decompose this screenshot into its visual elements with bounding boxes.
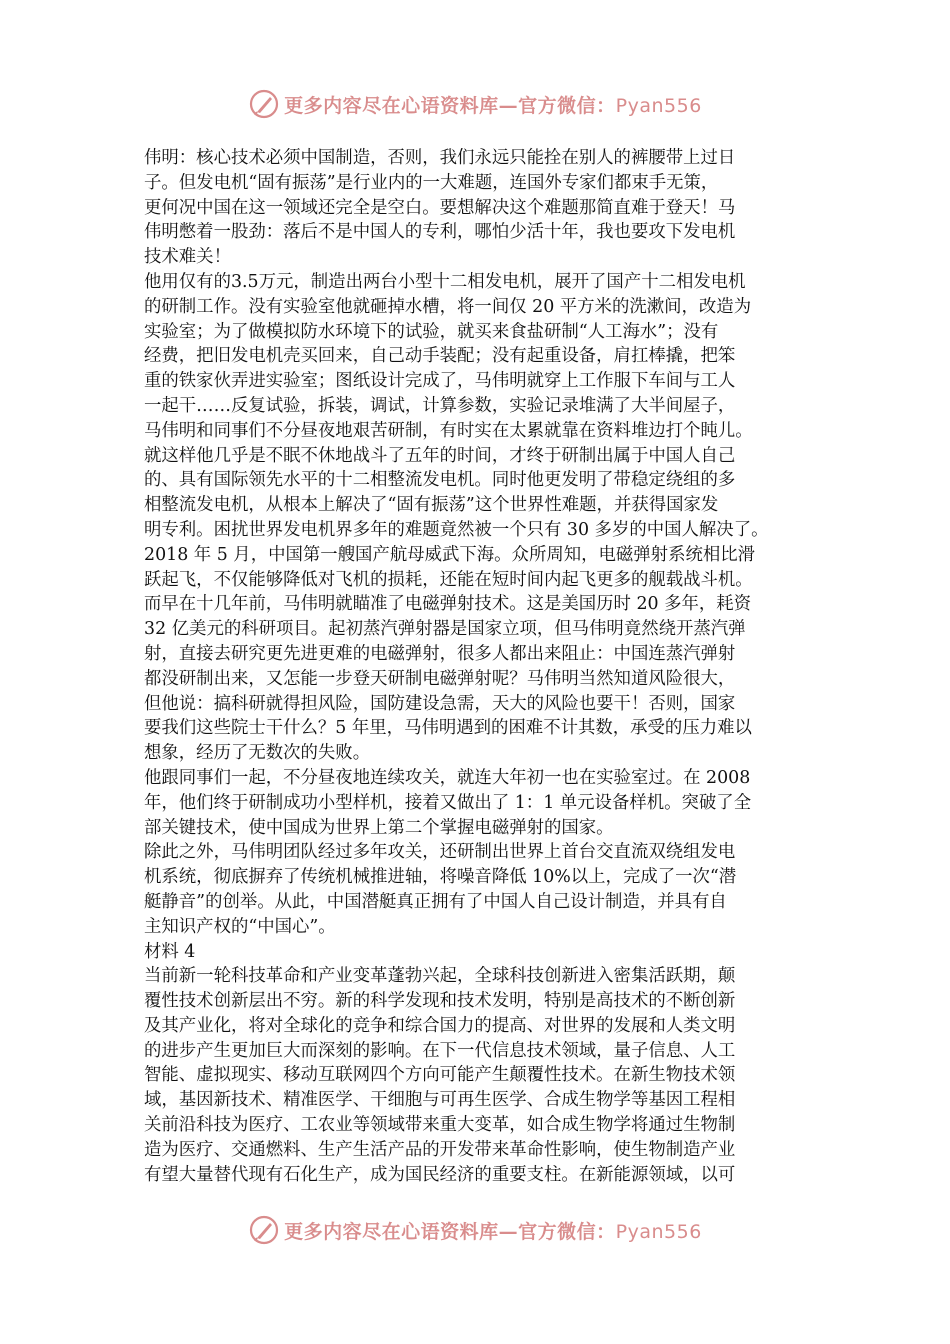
text-line: 32 亿美元的科研项目。起初蒸汽弹射器是国家立项，但马伟明竟然绕开蒸汽弹	[144, 619, 746, 640]
text-line: 的研制工作。没有实验室他就砸掉水槽，将一间仅 20 平方米的洗漱间，改造为	[144, 296, 752, 317]
text-line: 伟明：核心技术必须中国制造，否则，我们永远只能拴在别人的裤腰带上过日	[144, 148, 736, 168]
text-line: 的进步产生更加巨大而深刻的影响。在下一代信息技术领域，量子信息、人工	[144, 1040, 736, 1061]
quill-logo-icon	[248, 1214, 280, 1246]
text-line: 艇静音”的创举。从此，中国潜艇真正拥有了中国人自己设计制造，并具有自	[144, 891, 727, 912]
text-line: 跃起飞，不仅能够降低对飞机的损耗，还能在短时间内起飞更多的舰载战斗机。	[144, 569, 753, 590]
text-line: 2018 年 5 月，中国第一艘国产航母威武下海。众所周知，电磁弹射系统相比滑	[144, 544, 756, 565]
document-body	[144, 146, 810, 1187]
text-line: 年，他们终于研制成功小型样机，接着又做出了 1：1 单元设备样机。突破了全	[144, 792, 752, 813]
text-line: 相整流发电机，从根本上解决了“固有振荡”这个世界性难题，并获得国家发	[144, 495, 719, 516]
text-line: 域，基因新技术、精准医学、干细胞与可再生医学、合成生物学等基因工程相	[144, 1090, 736, 1111]
text-line: 覆性技术创新层出不穷。新的科学发现和技术发明，特别是高技术的不断创新	[144, 991, 736, 1012]
text-line: 经费，把旧发电机壳买回来，自己动手装配；没有起重设备，肩扛棒撬，把笨	[144, 346, 736, 367]
text-line: 明专利。困扰世界发电机界多年的难题竟然被一个只有 30 多岁的中国人解决了。	[144, 519, 769, 540]
header-watermark-banner	[0, 86, 950, 122]
text-line: 除此之外，马伟明团队经过多年攻关，还研制出世界上首台交直流双绕组发电	[144, 842, 736, 863]
footer-watermark-banner	[0, 1212, 950, 1248]
text-line: 当前新一轮科技革命和产业变革蓬勃兴起，全球科技创新进入密集活跃期，颠	[144, 966, 736, 987]
text-line: 关前沿科技为医疗、工农业等领域带来重大变革，如合成生物学将通过生物制	[144, 1115, 736, 1136]
text-line: 子。但发电机“固有振荡”是行业内的一大难题，连国外专家们都束手无策，	[144, 172, 719, 193]
text-line: 就这样他几乎是不眠不休地战斗了五年的时间，才终于研制出属于中国人自己	[144, 445, 736, 466]
text-line: 机系统，彻底摒弃了传统机械推进轴，将噪音降低 10%以上，完成了一次“潜	[144, 867, 737, 888]
text-line: 他用仅有的3.5万元，制造出两台小型十二相发电机，展开了国产十二相发电机	[144, 271, 746, 292]
text-line: 部关键技术，使中国成为世界上第二个掌握电磁弹射的国家。	[144, 817, 614, 838]
text-line: 更何况中国在这一领域还完全是空白。要想解决这个难题那简直难于登天！马	[144, 197, 736, 218]
text-line: 他跟同事们一起，不分昼夜地连续攻关，就连大年初一也在实验室过。在 2008	[144, 767, 751, 788]
text-line: 但他说：搞科研就得担风险，国防建设急需，天大的风险也要干！否则，国家	[144, 693, 736, 714]
text-line: 想象，经历了无数次的失败。	[144, 743, 371, 764]
text-line: 实验室；为了做模拟防水环境下的试验，就买来食盐研制“人工海水”；没有	[144, 321, 719, 342]
watermark-text: 更多内容尽在心语资料库—官方微信：Pyan556	[284, 94, 702, 117]
text-line: 造为医疗、交通燃料、生产生活产品的开发带来革命性影响，使生物制造产业	[144, 1139, 736, 1160]
text-line: 有望大量替代现有石化生产，成为国民经济的重要支柱。在新能源领域，以可	[144, 1164, 736, 1185]
text-line: 主知识产权的“中国心”。	[144, 916, 336, 937]
text-line: 一起干……反复试验，拆装，调试，计算参数，实验记录堆满了大半间屋子，	[144, 395, 736, 416]
text-line: 智能、虚拟现实、移动互联网四个方向可能产生颠覆性技术。在新生物技术领	[144, 1065, 736, 1086]
text-line: 技术难关！	[144, 247, 231, 268]
text-line: 马伟明和同事们不分昼夜地艰苦研制，有时实在太累就靠在资料堆边打个盹儿。	[144, 420, 753, 441]
text-line: 要我们这些院士干什么？5 年里，马伟明遇到的困难不计其数，承受的压力难以	[144, 718, 752, 739]
text-line: 都没研制出来，又怎能一步登天研制电磁弹射呢？马伟明当然知道风险很大，	[144, 668, 736, 689]
wechat-id: Pyan556	[615, 94, 702, 117]
text-line: 重的铁家伙弄进实验室；图纸设计完成了，马伟明就穿上工作服下车间与工人	[144, 371, 736, 392]
wechat-id: Pyan556	[615, 1220, 702, 1243]
text-line: 材料 4	[144, 941, 196, 962]
watermark-text: 更多内容尽在心语资料库—官方微信：Pyan556	[284, 1220, 702, 1243]
text-line: 而早在十几年前，马伟明就瞄准了电磁弹射技术。这是美国历时 20 多年，耗资	[144, 594, 752, 615]
text-line: 射，直接去研究更先进更难的电磁弹射，很多人都出来阻止：中国连蒸汽弹射	[144, 643, 736, 664]
text-line: 及其产业化，将对全球化的竞争和综合国力的提高、对世界的发展和人类文明	[144, 1015, 736, 1036]
quill-logo-icon	[248, 88, 280, 120]
text-line: 伟明憋着一股劲：落后不是中国人的专利，哪怕少活十年，我也要攻下发电机	[144, 222, 736, 243]
text-line: 的、具有国际领先水平的十二相整流发电机。同时他更发明了带稳定绕组的多	[144, 470, 736, 491]
